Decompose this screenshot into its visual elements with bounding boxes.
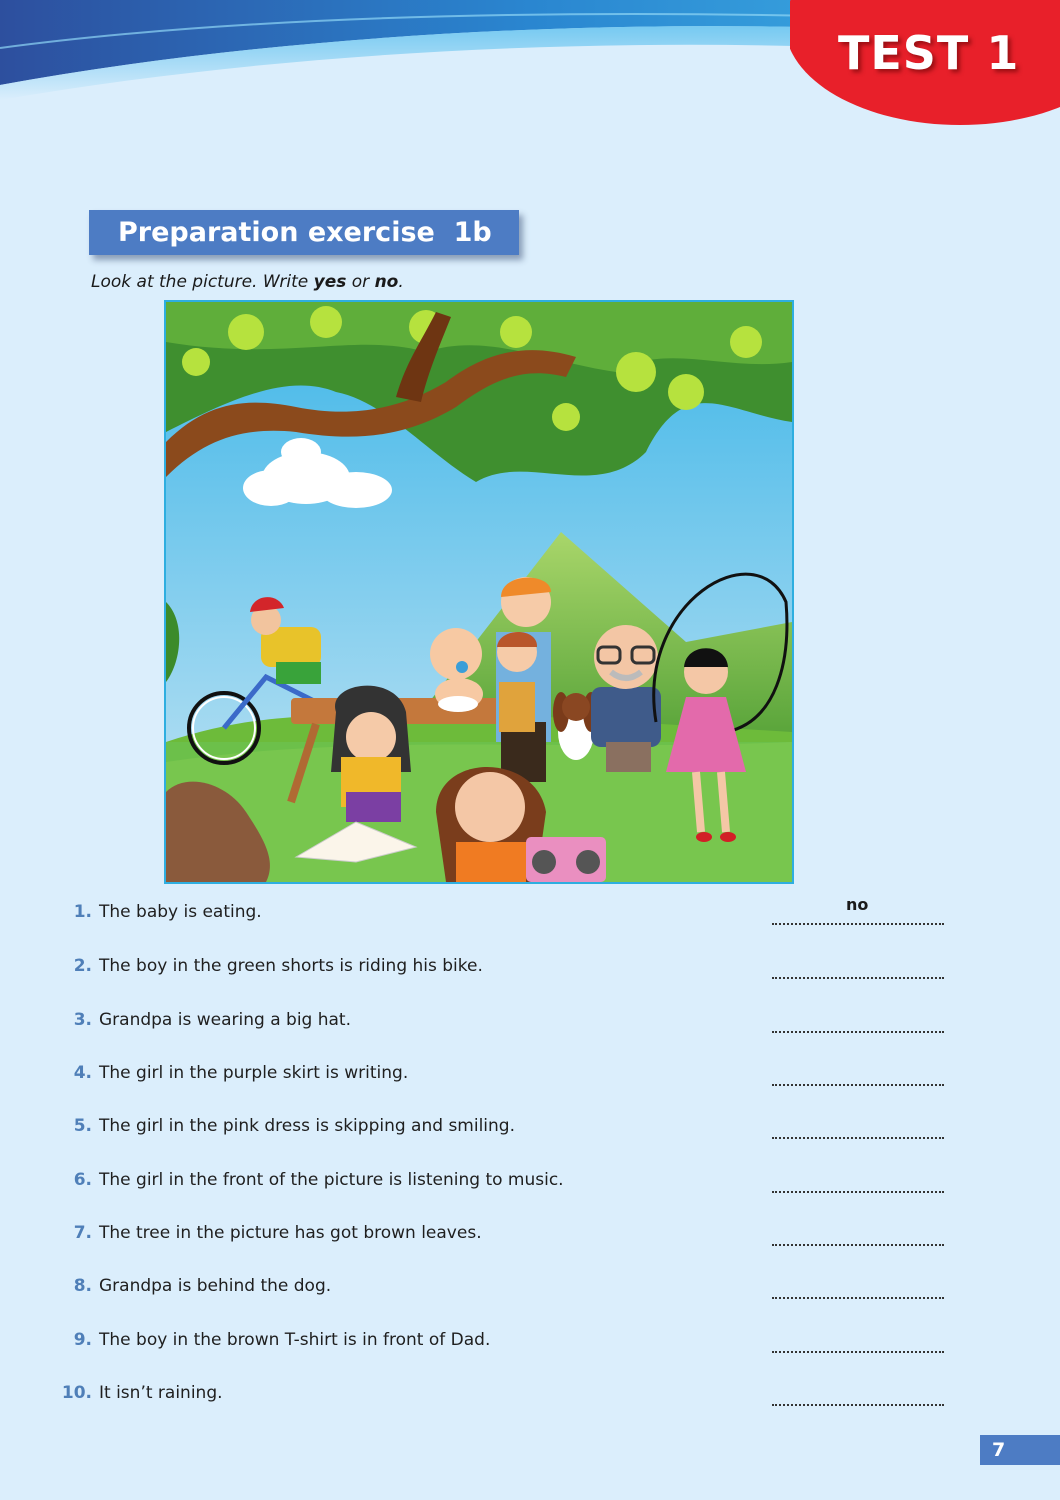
- keyword-no: no: [374, 272, 399, 292]
- answer-field[interactable]: [772, 1398, 944, 1406]
- question-item: 9. The boy in the brown T-shirt is in front of Dad.: [0, 1327, 1060, 1357]
- answer-field[interactable]: [772, 971, 944, 979]
- question-item: 5. The girl in the pink dress is skipping and smiling.: [0, 1113, 1060, 1143]
- question-item: 8. Grandpa is behind the dog.: [0, 1273, 1060, 1303]
- keyword-yes: yes: [313, 272, 347, 292]
- question-item: 4. The girl in the purple skirt is writing.: [0, 1060, 1060, 1090]
- answer-field[interactable]: [772, 1291, 944, 1299]
- exercise-header: [89, 210, 519, 255]
- answer-field[interactable]: [772, 917, 944, 925]
- answer-field[interactable]: [772, 1078, 944, 1086]
- question-item: 6. The girl in the front of the picture is listening to music.: [0, 1167, 1060, 1197]
- answer-field[interactable]: [772, 1345, 944, 1353]
- instructions: Look at the picture. Write yes or no.: [91, 272, 404, 292]
- answer-field[interactable]: [772, 1025, 944, 1033]
- answer-field[interactable]: [772, 1131, 944, 1139]
- question-item: 7. The tree in the picture has got brown leaves.: [0, 1220, 1060, 1250]
- park-scene-illustration: [164, 300, 794, 884]
- answer-value: no: [846, 895, 869, 914]
- answer-field[interactable]: [772, 1185, 944, 1193]
- question-item: 2. The boy in the green shorts is riding his bike.: [0, 953, 1060, 983]
- dad-and-boy: [496, 577, 551, 782]
- page-number: 7: [980, 1435, 1060, 1465]
- question-item: 10. It isn’t raining.: [0, 1380, 1060, 1410]
- baby: [430, 628, 483, 712]
- question-item: 3. Grandpa is wearing a big hat.: [0, 1007, 1060, 1037]
- answer-field[interactable]: [772, 1238, 944, 1246]
- exercise-title: Preparation exercise 1b: [118, 217, 492, 248]
- test-title: TEST 1: [838, 26, 1020, 80]
- question-item: 1. The baby is eating. no: [0, 899, 1060, 929]
